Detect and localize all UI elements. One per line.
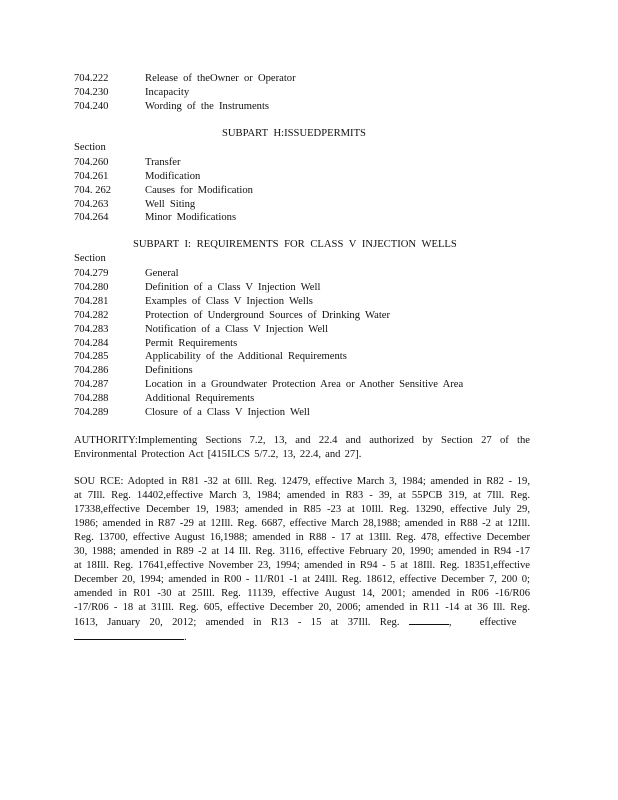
section-number: 704.230	[74, 87, 109, 98]
section-title: Well Siting	[145, 199, 196, 210]
section-title: Definition of a Class V Injection Well	[145, 282, 321, 293]
list-item	[74, 337, 237, 351]
section-number: 704.282	[74, 310, 109, 321]
section-title: Incapacity	[145, 87, 190, 98]
section-number: 704. 262	[74, 185, 112, 196]
section-number: 704.287	[74, 379, 109, 390]
section-title: General	[145, 268, 179, 279]
section-title: Wording of the Instruments	[145, 101, 270, 112]
section-number: 704.264	[74, 212, 109, 223]
section-number: 704.284	[74, 338, 109, 349]
section-number: 704.281	[74, 296, 109, 307]
source-paragraph: SOU RCE: Adopted in R81 -32 at 6Ill. Reg. 12479, effective March 3, 1984; amended in R82 - 19, at 7Ill. Reg. 14402,effective March 3, 1984; amended in R83 - 39, at 55PCB 319, at 7Ill. Reg. 17338,effective December 19, 1983; amended in R85 -23 at 10Ill. Reg. 13290, effective July 29, 1986; amended in R87 -29 at 12Ill. Reg. 6687, effective March 28,1988; amended in R88 -2 at 12Ill. Reg. 13700, effective August 16,1988; amended in R88 - 17 at 13Ill. Reg. 478, effective December 30, 1988; amended in R89 -2 at 14 Ill. Reg. 3116, effective February 20, 1990; amended in R94 -17 at 18Ill. Reg. 17641,effective November 23, 1994; amended in R94 - 5 at 18Ill. Reg. 18351,effective December 20, 1994; amended in R00 - 11/R01 -1 at 24Ill. Reg. 18612, effective December 7, 200 0; amended in R01 -30 at 25Ill. Reg. 11139, effective August 14, 2001; amended in R06 -16/R06 -17/R06 - 18 at 31Ill. Reg. 605, effective December 20, 2006; amended in R11 -14 at 36 Ill. Reg. 1613, January 20, 2012; amended in R13 - 15 at 37Ill. Reg. , effective .	[74, 476, 530, 643]
section-number: 704.263	[74, 199, 109, 210]
list-item	[74, 211, 236, 225]
list-item	[74, 364, 193, 378]
section-title: Closure of a Class V Injection Well	[145, 407, 310, 418]
section-label: Section	[74, 142, 106, 153]
section-number: 704.288	[74, 393, 109, 404]
section-number: 704.285	[74, 351, 109, 362]
list-item	[74, 323, 328, 337]
section-title: Transfer	[145, 157, 181, 168]
section-number: 704.240	[74, 101, 109, 112]
section-number: 704.260	[74, 157, 109, 168]
section-number: 704.279	[74, 268, 109, 279]
section-number: 704.280	[74, 282, 109, 293]
section-number: 704.289	[74, 407, 109, 418]
section-title: Applicability of the Additional Requirements	[145, 351, 347, 362]
list-item	[74, 267, 179, 281]
section-title: Additional Requirements	[145, 393, 255, 404]
list-item	[74, 309, 390, 323]
list-item	[74, 392, 254, 406]
subpart-h-heading: SUBPART H:ISSUEDPERMITS	[222, 128, 366, 139]
section-title: Release of theOwner or Operator	[145, 73, 296, 84]
subpart-i-heading: SUBPART I: REQUIREMENTS FOR CLASS V INJECTION WELLS	[133, 239, 457, 250]
list-item	[74, 198, 195, 212]
list-item	[74, 86, 189, 100]
section-title: Notification of a Class V Injection Well	[145, 324, 329, 335]
source-text: SOU RCE: Adopted in R81 -32 at 6Ill. Reg. 12479, effective March 3, 1984; amended in R82 - 19, at 7Ill. Reg. 14402,effective March 3, 1984; amended in R83 - 39, at 55PCB 319, at 7Ill. Reg. 17338,effective December 19, 1983; amended in R85 -23 at 10Ill. Reg. 13290, effective July 29, 1986; amended in R87 -29 at 12Ill. Reg. 6687, effective March 28,1988; amended in R88 -2 at 12Ill. Reg. 13700, effective August 16,1988; amended in R88 - 17 at 13Ill. Reg. 478, effective December 30, 1988; amended in R89 -2 at 14 Ill. Reg. 3116, effective February 20, 1990; amended in R94 -17 at 18Ill. Reg. 17641,effective November 23, 1994; amended in R94 - 5 at 18Ill. Reg. 18351,effective December 20, 1994; amended in R00 - 11/R01 -1 at 24Ill. Reg. 18612, effective December 7, 200 0; amended in R01 -30 at 25Ill. Reg. 11139, effective August 14, 2001; amended in R06 -16/R06 -17/R06 - 18 at 31Ill. Reg. 605, effective December 20, 2006; amended in R11 -14 at 36 Ill. Reg. 1613, January 20, 2012; amended in R13 - 15 at 37Ill. Reg.	[74, 476, 530, 628]
section-title: Permit Requirements	[145, 338, 238, 349]
effective-label: effective	[479, 617, 517, 628]
section-title: Location in a Groundwater Protection Area or Another Sensitive Area	[145, 379, 464, 390]
section-title: Minor Modifications	[145, 212, 237, 223]
list-item	[74, 170, 200, 184]
list-item	[74, 378, 463, 392]
list-item	[74, 350, 347, 364]
list-item	[74, 281, 320, 295]
authority-paragraph: AUTHORITY:Implementing Sections 7.2, 13, and 22.4 and authorized by Section 27 of the Environmental Protection Act [415ILCS 5/7.2, 13, 22.4, and 27].	[74, 435, 530, 460]
section-title: Protection of Underground Sources of Drinking Water	[145, 310, 391, 321]
section-number: 704.283	[74, 324, 109, 335]
section-title: Causes for Modification	[145, 185, 253, 196]
section-title: Definitions	[145, 365, 193, 376]
list-item	[74, 406, 310, 420]
section-title: Examples of Class V Injection Wells	[145, 296, 313, 307]
list-item	[74, 295, 313, 309]
section-title: Modification	[145, 171, 201, 182]
blank-line	[409, 615, 449, 625]
section-label: Section	[74, 253, 106, 264]
list-item	[74, 156, 181, 170]
section-number: 704.286	[74, 365, 109, 376]
list-item	[74, 100, 269, 114]
blank-line	[74, 630, 184, 640]
list-item	[74, 72, 296, 86]
list-item	[74, 184, 253, 198]
section-number: 704.222	[74, 73, 109, 84]
section-number: 704.261	[74, 171, 109, 182]
